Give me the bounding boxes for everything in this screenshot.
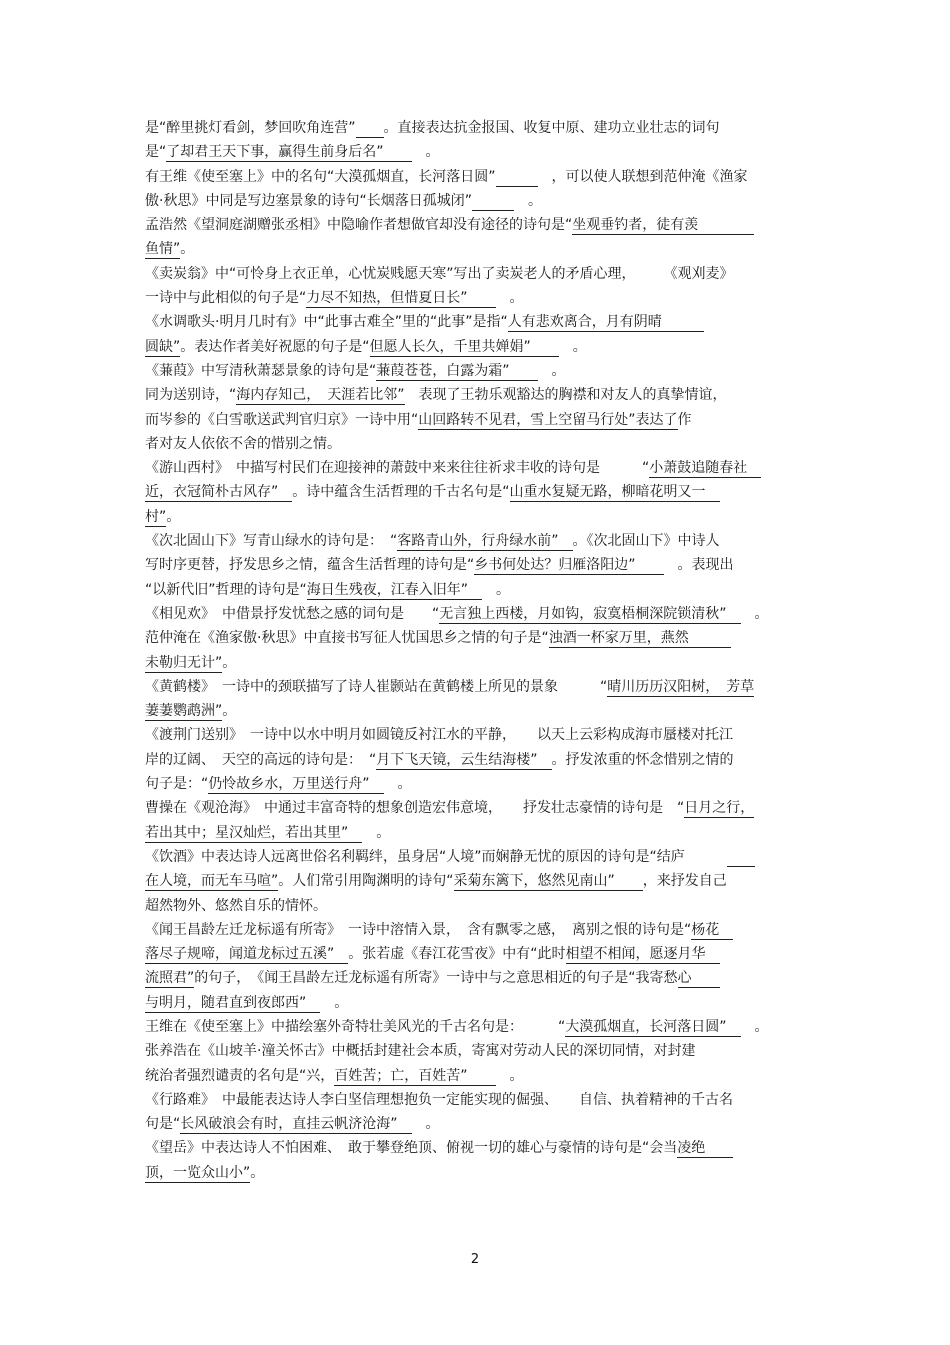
answer-underline: 无言独上西楼，月如钩，寂寞梧桐深院锁清秋”	[439, 605, 727, 622]
text-line	[145, 821, 810, 845]
answer-underline	[496, 169, 538, 187]
answer-underline	[510, 363, 538, 381]
text-segment: 写时序更替，抒发思乡之情，蕴含生活哲理的诗句是“	[145, 557, 475, 574]
text-line	[145, 408, 810, 432]
text-line	[145, 966, 810, 990]
text-segment: 统治者强烈谴责的名句是“兴，	[145, 1067, 335, 1084]
text-segment: 《闻王昌龄左迁龙标遥有所寄》 一诗中溶情入景， 含有飘零之感， 离别之恨的诗句是“	[145, 921, 692, 938]
text-segment: 。	[250, 1164, 265, 1181]
text-segment: 表现了王勃乐观豁达的胸襟和对友人的真挚情谊，	[404, 387, 727, 404]
answer-underline	[278, 484, 292, 502]
text-segment: 王维在《使至塞上》中描绘塞外奇特壮美风光的千古名句是： “	[145, 1018, 566, 1035]
answer-underline: 坐观垂钓者，徒有羡	[572, 217, 755, 234]
text-segment: 范仲淹在《渔家傲·秋思》中直接书写征人忧国思乡之情的句子是“	[145, 630, 549, 647]
text-line	[145, 505, 810, 529]
answer-underline: 人有悲欢离合，月有阴晴	[507, 314, 704, 331]
text-segment: 。	[383, 776, 412, 793]
text-segment: 。	[362, 824, 391, 841]
answer-underline: 与明月，随君直到夜郎西”	[145, 994, 307, 1011]
answer-underline: 在人境，而无车马喧”	[145, 873, 279, 890]
text-segment: 岸的辽阔、 天空的高远的诗句是： “	[145, 751, 377, 768]
answer-underline: 了却君王天下事，赢得生前身后名”	[166, 144, 384, 161]
text-line	[145, 699, 810, 723]
text-segment: 。《次北固山下》中诗人	[572, 533, 720, 550]
text-segment: 。	[513, 192, 542, 209]
answer-underline: 日月之行，	[684, 800, 755, 817]
answer-underline	[727, 1019, 741, 1037]
answer-underline: 月下飞天镜，云生结海楼”	[376, 751, 538, 768]
text-segment: 。	[180, 241, 195, 258]
text-segment: 《行路难》 中最能表达诗人李白坚信理想抱负一定能实现的倔强、 自信、执着精神的千古名	[145, 1091, 733, 1108]
answer-underline	[348, 825, 362, 843]
answer-underline: 杨花	[691, 921, 734, 938]
text-segment: 同为送别诗，“	[145, 387, 237, 404]
text-line	[145, 383, 810, 407]
text-segment: 《望岳》中表达诗人不怕困难、 敢于攀登绝顶、俯视一切的雄心与豪情的诗句是“会当	[145, 1140, 678, 1157]
text-segment: 有王维《使至塞上》中的名句“大漠孤烟直，长河落日圆”	[145, 168, 496, 185]
text-segment: 句是“	[145, 1116, 181, 1133]
text-segment: 《渡荆门送别》 一诗中以水中明月如圆镜反衬江水的平静， 以天上云彩构成海市蜃楼对托江	[145, 727, 733, 744]
text-segment: 作	[677, 411, 692, 428]
text-line	[145, 140, 810, 164]
text-segment: 《蒹葭》中写清秋萧瑟景象的诗句是“	[145, 362, 377, 379]
text-segment: 超然物外、悠然自乐的情怀。	[145, 897, 327, 914]
text-line	[145, 456, 810, 480]
text-segment: 《相见欢》 中借景抒发忧愁之感的词句是 “	[145, 605, 440, 622]
answer-underline	[472, 193, 514, 211]
answer-underline: 心	[677, 970, 720, 987]
answer-underline	[468, 290, 496, 308]
text-segment: 。表现出	[663, 557, 734, 574]
text-line	[145, 1064, 810, 1088]
page-number: 2	[470, 1252, 480, 1267]
text-segment: 句子是：“	[145, 776, 209, 793]
text-line	[145, 359, 810, 383]
answer-underline: 若出其中；星汉灿烂，若出其里”	[145, 824, 349, 841]
answer-underline	[398, 1116, 412, 1134]
answer-underline: 采菊东篱下，悠然见南山”	[453, 873, 615, 890]
text-body	[145, 116, 810, 1185]
answer-underline: 山重水复疑无路，柳暗花明又一	[509, 484, 720, 501]
text-segment: 《次北固山下》写青山绿水的诗句是： “	[145, 533, 398, 550]
text-segment: 《游山西村》 中描写村民们在迎接神的萧鼓中来来往往祈求丰收的诗句是 “	[145, 460, 650, 477]
answer-underline	[727, 849, 755, 867]
text-line	[145, 723, 810, 747]
answer-underline	[334, 946, 348, 964]
text-line	[145, 1112, 810, 1136]
answer-underline	[538, 752, 552, 770]
text-segment: “以新代旧”哲理的诗句是“	[145, 581, 307, 598]
text-line	[145, 772, 810, 796]
text-segment: 《卖炭翁》中“可怜身上衣正单，心忧炭贱愿天寒”写出了卖炭老人的矛盾心理， 《观刈麦》	[145, 265, 734, 282]
text-line	[145, 894, 810, 918]
answer-underline: 客路青山外，行舟绿水前”	[397, 533, 559, 550]
answer-underline: 晴川历历汉阳树， 芳草	[607, 678, 755, 695]
text-segment: 曹操在《观沧海》 中通过丰富奇特的想象创造宏伟意境， 抒发壮志豪情的诗句是 “	[145, 800, 685, 817]
answer-underline: 山回路转不见君，雪上空留马行处”表达了	[418, 411, 678, 428]
text-segment: 。诗中蕴含生活哲理的千古名句是“	[292, 484, 510, 501]
text-line	[145, 991, 810, 1015]
text-segment: 的句子， 《闻王昌龄左迁龙标遥有所寄》一诗中与之意思相近的句子是“我寄愁	[194, 970, 678, 987]
answer-underline	[384, 144, 412, 162]
text-segment: 孟浩然《望洞庭湖赠张丞相》中隐喻作者想做官却没有途径的诗句是“	[145, 217, 573, 234]
text-segment: 。	[740, 605, 769, 622]
answer-underline: 凌绝	[677, 1140, 734, 1157]
text-line	[145, 918, 810, 942]
answer-underline: 圆缺”	[145, 338, 181, 355]
text-segment: 。	[411, 144, 440, 161]
text-segment: 。	[222, 703, 237, 720]
text-segment: 。	[482, 581, 511, 598]
text-segment: 《饮酒》中表达诗人远离世俗名利羁绊，虽身居“人境”而娴静无忧的原因的诗句是“结庐	[145, 848, 727, 865]
text-line	[145, 602, 810, 626]
text-segment: 。张若虚《春江花雪夜》中有“此时	[348, 946, 566, 963]
text-line	[145, 529, 810, 553]
text-segment: 而岑参的《白雪歌送武判官归京》一诗中用“	[145, 411, 419, 428]
text-line	[145, 165, 810, 189]
answer-underline: 未勒归无计”	[145, 654, 223, 671]
text-line	[145, 869, 810, 893]
answer-underline: 海内存知己， 天涯若比邻”	[236, 387, 405, 404]
text-line	[145, 942, 810, 966]
answer-underline: 乡书何处达？归雁洛阳边”	[474, 557, 636, 574]
answer-underline: 流照君”	[145, 970, 195, 987]
text-line	[145, 845, 810, 869]
text-segment: 傲·秋思》中同是写边塞景象的诗句“长烟落日孤城闭”	[145, 192, 472, 209]
text-segment: 。抒发浓重的怀念惜别之情的	[551, 751, 734, 768]
text-line	[145, 213, 810, 237]
text-segment: 。人们常引用陶渊明的诗句“	[278, 873, 454, 890]
text-segment: 。	[537, 362, 566, 379]
text-line	[145, 675, 810, 699]
answer-underline: 力尽不知热，但惜夏日长”	[306, 290, 468, 307]
answer-underline: 海日生残夜，江春入旧年”	[306, 581, 469, 598]
answer-underline: 小萧鼓追随春社	[649, 460, 762, 477]
text-line	[145, 578, 810, 602]
text-line	[145, 553, 810, 577]
text-segment: 。	[740, 1018, 769, 1035]
text-segment: ，来抒发自己	[642, 873, 727, 890]
text-line	[145, 480, 810, 504]
text-segment: 是“醉里挑灯看剑，梦回吹角连营”	[145, 120, 356, 136]
answer-underline: 萋萋鹦鹉洲”	[145, 703, 223, 720]
text-line	[145, 1088, 810, 1112]
text-segment: ，可以使人联想到范仲淹《渔家	[537, 168, 748, 185]
answer-underline: 相望不相闻，愿逐月华	[565, 946, 720, 963]
text-segment: 。	[166, 508, 181, 525]
text-line	[145, 748, 810, 772]
text-line	[145, 189, 810, 213]
text-segment: 。	[558, 338, 587, 355]
text-segment: 是“	[145, 144, 167, 161]
answer-underline: 仍怜故乡水，万里送行舟”	[208, 776, 370, 793]
answer-underline	[531, 339, 559, 357]
text-line	[145, 796, 810, 820]
text-line	[145, 1015, 810, 1039]
answer-underline	[468, 582, 482, 600]
answer-underline: 长风破浪会有时，直挂云帆济沧海”	[180, 1116, 398, 1133]
answer-underline	[306, 995, 320, 1013]
text-line	[145, 651, 810, 675]
answer-underline	[559, 533, 573, 551]
text-line	[145, 237, 810, 261]
text-line	[145, 432, 810, 456]
answer-underline	[727, 606, 741, 624]
answer-underline: 鱼情”	[145, 241, 181, 258]
text-segment: 。	[495, 290, 524, 307]
answer-underline: 落尽子规啼，闻道龙标过五溪”	[145, 946, 335, 963]
text-segment: 者对友人依依不舍的惜别之情。	[145, 435, 341, 452]
text-segment: 。	[495, 1067, 524, 1084]
answer-underline	[356, 120, 384, 138]
text-line	[145, 1161, 810, 1185]
text-segment: 。	[411, 1116, 440, 1133]
answer-underline	[636, 557, 664, 575]
text-segment: 。直接表达抗金报国、收复中原、建功立业壮志的词句	[383, 120, 720, 136]
answer-underline: 近，衣冠简朴古风存”	[145, 484, 279, 501]
answer-underline	[615, 873, 643, 891]
text-line	[145, 1136, 810, 1160]
answer-underline: 百姓苦；亡，百姓苦”	[334, 1067, 468, 1084]
text-line	[145, 1039, 810, 1063]
text-line	[145, 116, 810, 140]
text-segment: 《水调歌头·明月几时有》中“此事古难全”里的“此事”是指“	[145, 314, 508, 331]
answer-underline: 浊酒一杯家万里，燕然	[548, 630, 731, 647]
answer-underline: 顶，一览众山小”	[145, 1164, 251, 1181]
text-line	[145, 310, 810, 334]
text-segment: 。	[320, 994, 349, 1011]
answer-underline: 蒹葭苍苍，白露为霜”	[376, 362, 510, 379]
text-segment: 《黄鹤楼》 一诗中的颈联描写了诗人崔颢站在黄鹤楼上所见的景象 “	[145, 678, 608, 695]
answer-underline: 大漠孤烟直，长河落日圆”	[565, 1018, 727, 1035]
answer-underline	[468, 1068, 496, 1086]
text-line	[145, 626, 810, 650]
answer-underline	[370, 776, 384, 794]
answer-underline: 但愿人长久，千里共婵娟”	[369, 338, 531, 355]
text-line	[145, 286, 810, 310]
text-segment: 一诗中与此相似的句子是“	[145, 290, 307, 307]
text-segment: 张养浩在《山坡羊·潼关怀古》中概括封建社会本质，寄寓对劳动人民的深切同情，对封建	[145, 1043, 696, 1060]
text-segment: 。表达作者美好祝愿的句子是“	[180, 338, 370, 355]
text-line	[145, 262, 810, 286]
text-segment: 。	[222, 654, 237, 671]
text-line	[145, 335, 810, 359]
answer-underline: 村”	[145, 508, 167, 525]
